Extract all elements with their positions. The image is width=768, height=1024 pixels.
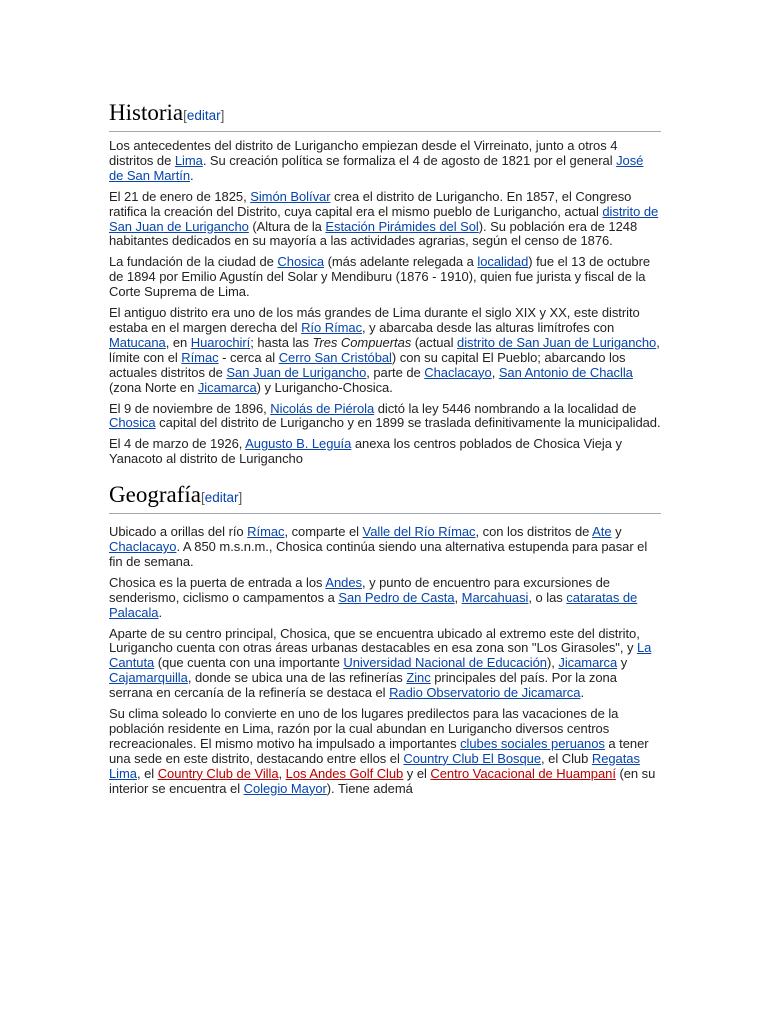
paragraph [109,576,661,621]
paragraph-text: . [158,604,163,620]
link-la-cantuta[interactable]: La Cantuta [109,640,652,671]
section-title: Geografía [109,482,201,508]
redlink-country-club-de-villa[interactable]: Country Club de Villa [157,765,279,781]
link-country-club-el-bosque[interactable]: Country Club El Bosque [403,750,542,766]
paragraph-text: El 21 de enero de 1825, [109,188,251,204]
paragraph-text: , límite con el [109,334,660,365]
paragraph-text: (que cuenta con una importante [154,655,344,671]
edit-section-link-wrapper: [editar] [200,490,243,506]
paragraph-text: (actual [411,334,458,350]
link-distrito-de-san-juan-de-lurigancho[interactable]: distrito de San Juan de Lurigancho [109,203,659,234]
link-augusto-b-leguia[interactable]: Augusto B. Leguía [245,436,352,452]
section-heading-geografia [109,482,661,514]
paragraph-text: y [617,655,628,671]
redlink-centro-vacacional-de-huampani[interactable]: Centro Vacacional de Huampaní [430,765,616,781]
link-nicolas-de-pierola[interactable]: Nicolás de Piérola [270,400,375,416]
section-heading-historia [109,100,661,132]
link-colegio-mayor[interactable]: Colegio Mayor [243,780,327,796]
paragraph [109,627,661,702]
paragraph-text: , donde se ubica una de las refinerías [187,670,407,686]
link-san-antonio-de-chaclla[interactable]: San Antonio de Chaclla [498,364,633,380]
article-content [109,0,661,803]
link-localidad[interactable]: localidad [477,254,529,270]
paragraph-text: Los antecedentes del distrito de Lurigancho empiezan desde el Virreinato, junto a otros 4 distritos de [109,138,618,168]
link-rio-rimac[interactable]: Río Rímac [301,319,363,335]
paragraph-text: Chosica es la puerta de entrada a los [109,574,326,590]
link-cajamarquilla[interactable]: Cajamarquilla [109,670,188,686]
paragraph-text: principales del país. Por la zona serrana en cercanía de la refinería se destaca el [109,670,617,701]
paragraph-text: Aparte de su centro principal, Chosica, que se encuentra ubicado al extremo este del distrito, Lurigancho cuenta con otras áreas urbanas destacables en esa zona son "Los Girasoles", y [109,625,640,656]
link-chosica[interactable]: Chosica [277,254,325,270]
paragraph-text: , y abarcaba desde las alturas limítrofes con [362,319,615,335]
paragraph-text: , [278,765,286,781]
italic-text: Tres Compuertas [312,334,412,350]
paragraph-text: , [491,364,499,380]
paragraph-text: El 9 de noviembre de 1896, [109,400,271,416]
paragraph-text: , parte de [366,364,425,380]
paragraph-text: . Su creación política se formaliza el 4 de agosto de 1821 por el general [202,152,617,168]
link-jose-de-san-martin[interactable]: José de San Martín [109,152,644,183]
paragraph-text: (Altura de la [248,218,326,234]
paragraph-text: a tener una sede en este distrito, destacando entre ellos el [109,735,649,766]
link-rimac[interactable]: Rímac [247,524,285,540]
paragraph [109,306,661,395]
paragraph-text: (en su interior se encuentra el [109,765,656,796]
link-chaclacayo[interactable]: Chaclacayo [424,364,492,380]
paragraph-text: . [190,167,194,183]
paragraph-text: ) y Lurigancho-Chosica. [256,379,393,395]
paragraph-text: dictó la ley 5446 nombrando a la localidad de [374,400,637,416]
link-regatas-lima[interactable]: Regatas Lima [109,750,640,781]
redlink-los-andes-golf-club[interactable]: Los Andes Golf Club [285,765,404,781]
paragraph [109,255,661,300]
paragraph-text: . A 850 m.s.n.m., Chosica continúa siendo una alternativa estupenda para pasar el fin de semana. [109,539,648,569]
link-distrito-de-san-juan-de-lurigancho[interactable]: distrito de San Juan de Lurigancho [457,334,657,350]
paragraph-text: y el [403,765,431,781]
paragraph-text: , y punto de encuentro para excursiones de senderismo, ciclismo o campamentos a [109,574,610,605]
paragraph-text: - cerca al [218,349,279,365]
paragraph [109,139,661,184]
link-lima[interactable]: Lima [174,152,203,168]
link-valle-del-rio-rimac[interactable]: Valle del Río Rímac [362,524,476,540]
paragraph-text: Ubicado a orillas del río [109,524,248,540]
link-san-juan-de-lurigancho[interactable]: San Juan de Lurigancho [226,364,367,380]
link-matucana[interactable]: Matucana [109,334,166,350]
paragraph [109,190,661,250]
link-clubes-sociales-peruanos[interactable]: clubes sociales peruanos [460,735,605,751]
paragraph-text: ). Su población era de 1248 habitantes dedicados en su mayoría a las actividades agrarias, según el censo de 1876. [109,218,638,249]
link-simon-bolivar[interactable]: Simón Bolívar [250,188,331,204]
paragraph-text: ) fue el 13 de octubre de 1894 por Emilio Agustín del Solar y Mendiburu (1876 - 1910), quien fue jurista y fiscal de la Corte Suprema de Lima. [109,254,651,300]
paragraph [109,437,661,467]
link-jicamarca[interactable]: Jicamarca [558,655,618,671]
edit-section-link-wrapper: [editar] [183,108,225,123]
link-cerro-san-cristobal[interactable]: Cerro San Cristóbal [278,349,392,365]
paragraph [109,402,661,432]
paragraph-text: anexa los centros poblados de Chosica Vieja y Yanacoto al distrito de Lurigancho [109,436,622,467]
link-huarochiri[interactable]: Huarochirí [190,334,251,350]
paragraph-text: y [611,524,622,540]
link-radio-observatorio-de-jicamarca[interactable]: Radio Observatorio de Jicamarca [389,685,581,701]
paragraph-text: capital del distrito de Lurigancho y en 1899 se traslada definitivamente la municipalidad. [155,415,661,431]
paragraph-text: Su clima soleado lo convierte en uno de los lugares predilectos para las vacaciones de la población residente en Lima, razón por la cual abundan en Lurigancho diversos centros recreacionales. El mismo motivo ha impulsado a importantes [109,706,619,751]
paragraph-text: , el [136,765,158,781]
paragraph-text: ), [546,655,559,671]
paragraph-text: , en [165,334,191,350]
link-chosica[interactable]: Chosica [109,415,156,431]
paragraph-text: El antiguo distrito era uno de los más grandes de Lima durante el siglo XIX y XX, este distrito estaba en el margen derecha del [109,305,640,335]
paragraph-text: , comparte el [284,524,363,540]
paragraph-text: crea el distrito de Lurigancho. En 1857, el Congreso ratifica la creación del Distrito, cuya capital era el mismo pueblo de Lurigancho, actual [109,188,632,219]
paragraph-text: , con los distritos de [475,524,593,540]
paragraph-text: ). Tiene ademá [326,780,413,796]
link-universidad-nacional-de-educacion[interactable]: Universidad Nacional de Educación [343,655,547,671]
paragraph-text: , el Club [541,750,592,766]
section-title: Historia [109,100,184,125]
paragraph-text: (zona Norte en [109,379,198,395]
link-san-pedro-de-casta[interactable]: San Pedro de Casta [338,589,455,605]
link-cataratas-de-palacala[interactable]: cataratas de Palacala [109,589,638,620]
paragraph-text: El 4 de marzo de 1926, [109,436,246,452]
paragraph-text: , [454,589,462,605]
paragraph-text: . [580,685,584,701]
paragraph-text: (más adelante relegada a [324,254,478,270]
edit-section-button[interactable]: editar [204,490,239,506]
paragraph-text: La fundación de la ciudad de [109,254,278,270]
paragraph-text: ; hasta las [250,334,313,350]
paragraph [109,707,661,796]
link-marcahuasi[interactable]: Marcahuasi [461,589,529,605]
paragraph-text: ) con su capital El Pueblo; abarcando los actuales distritos de [109,349,626,380]
link-ate[interactable]: Ate [592,524,612,540]
edit-section-button[interactable]: editar [186,108,221,123]
link-andes[interactable]: Andes [325,574,362,590]
link-estacion-piramides-del-sol[interactable]: Estación Pirámides del Sol [325,218,479,234]
link-chaclacayo[interactable]: Chaclacayo [109,539,177,555]
link-zinc[interactable]: Zinc [406,670,431,686]
link-jicamarca[interactable]: Jicamarca [197,379,257,395]
link-rimac[interactable]: Rímac [181,349,219,365]
paragraph [109,525,661,570]
paragraph-text: , o las [528,589,567,605]
